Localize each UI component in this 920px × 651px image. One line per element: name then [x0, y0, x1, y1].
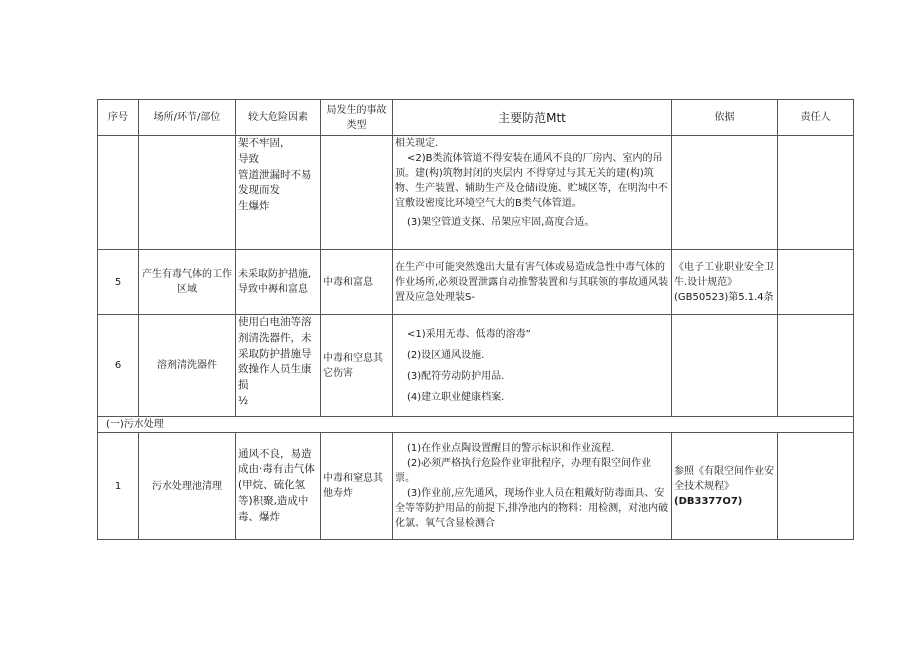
table-row	[98, 315, 854, 417]
table-row	[98, 433, 854, 540]
header-hazard: 较大危险因素	[236, 100, 321, 136]
measures-cell	[393, 315, 672, 417]
measures-cell	[393, 433, 672, 540]
accident-cell: 中毒和空息其它伤害	[321, 315, 393, 417]
measure-item: 在生产中可能突然逸出大量有害气体或易造成急性中毒气体的作业场所,必须设置泄露自动推警装置和与其联领的事故通风装置及应急处理装S-	[395, 261, 669, 303]
owner-cell	[778, 315, 854, 417]
seq-cell: 1	[98, 433, 139, 540]
measures-cell	[393, 136, 672, 250]
table-row	[98, 250, 854, 315]
place-cell: 产生有毒气体的工作区域	[139, 250, 236, 315]
hazard-line: 导致	[238, 152, 259, 165]
hazard-line: 生爆炸	[238, 200, 270, 212]
header-basis: 依据	[672, 100, 778, 136]
measure-item: <2)B类流体管道不得安装在通风不良的厂房内、室内的吊顶。建(构)筑物封闭的夹层内 不得穿过与其无关的建(构)筑物、生产装置、辅助生产及仓储i设施、贮城区等，在明沟中不宜敷设密度比环境空气大的B类气体管道。	[395, 153, 668, 209]
hazard-line: 使用白电油等溶剂清洗器件，未采取防护措施导致操作人员生康损	[238, 316, 312, 391]
accident-cell: 中毒和富息	[321, 250, 393, 315]
table-row	[98, 136, 854, 250]
section-row	[98, 417, 854, 433]
basis-cell	[672, 136, 778, 250]
accident-cell: 中毒和窒息其他寿炸	[321, 433, 393, 540]
place-cell: 污水处理池清理	[139, 433, 236, 540]
basis-code: (DB3377O7)	[674, 495, 743, 507]
measure-item: (2)必须严格执行危险作业审批程序，办理有限空间作业票。	[395, 458, 652, 484]
owner-cell	[778, 433, 854, 540]
header-measures: 主要防范Mtt	[393, 100, 672, 136]
seq-cell	[98, 136, 139, 250]
hazard-line: 管道泄漏时不易	[238, 168, 312, 181]
hazard-cell: 通风不良，易造成由·毒有击气体(甲烷、硫化氢等)积聚,造成中毒、爆炸	[236, 433, 321, 540]
risk-table	[97, 99, 854, 540]
hazard-line: 发现而发	[238, 184, 280, 197]
seq-cell: 5	[98, 250, 139, 315]
section-title: (一)污水处理	[98, 417, 854, 433]
header-owner: 责任人	[778, 100, 854, 136]
hazard-line: ½	[238, 394, 249, 407]
measure-item: (2)设区通风设施.	[407, 349, 485, 361]
basis-cell	[672, 433, 778, 540]
hazard-cell	[236, 315, 321, 417]
hazard-cell: 未采取防护措施,导致中褥和富息	[236, 250, 321, 315]
measure-item: (3)作业前,应先通风，现场作业人员在粗戴好防毒面具、安全等等防护用品的前提下,排净池内的物料：用检测，对池内破化氯、氧气含显检测合	[395, 488, 669, 529]
hazard-line: 架不牢固，	[238, 137, 291, 149]
basis-text: 参照《有限空间作业安全技术规程》	[674, 465, 774, 492]
place-cell: 溶剂清洗器件	[139, 315, 236, 417]
basis-cell: 《电子工业职业安全卫牛.设计规范》(GB50523)第5.1.4条	[672, 250, 778, 315]
measure-item: (4)建立职业健康档案.	[407, 391, 505, 403]
measures-cell	[393, 250, 672, 315]
owner-cell	[778, 136, 854, 250]
measure-item: <1)采用无毒、低毒的溶毒”	[407, 328, 531, 340]
hazard-cell	[236, 136, 321, 250]
measure-item: 相关现定.	[395, 138, 439, 149]
header-accident-type: 局发生的事故类型	[321, 100, 393, 136]
header-seq: 序号	[98, 100, 139, 136]
seq-cell: 6	[98, 315, 139, 417]
measure-item: (3)架空管道支探、吊架应牢固,髙度合适。	[407, 217, 595, 228]
measure-item: (1)在作业点陶设置醒目的警示标识和作业流程.	[407, 443, 615, 454]
accident-cell	[321, 136, 393, 250]
measure-item: (3)配符劳动防护用品.	[407, 370, 505, 382]
place-cell	[139, 136, 236, 250]
basis-cell	[672, 315, 778, 417]
owner-cell	[778, 250, 854, 315]
header-place: 场所/环节/部位	[139, 100, 236, 136]
header-row	[98, 100, 854, 136]
